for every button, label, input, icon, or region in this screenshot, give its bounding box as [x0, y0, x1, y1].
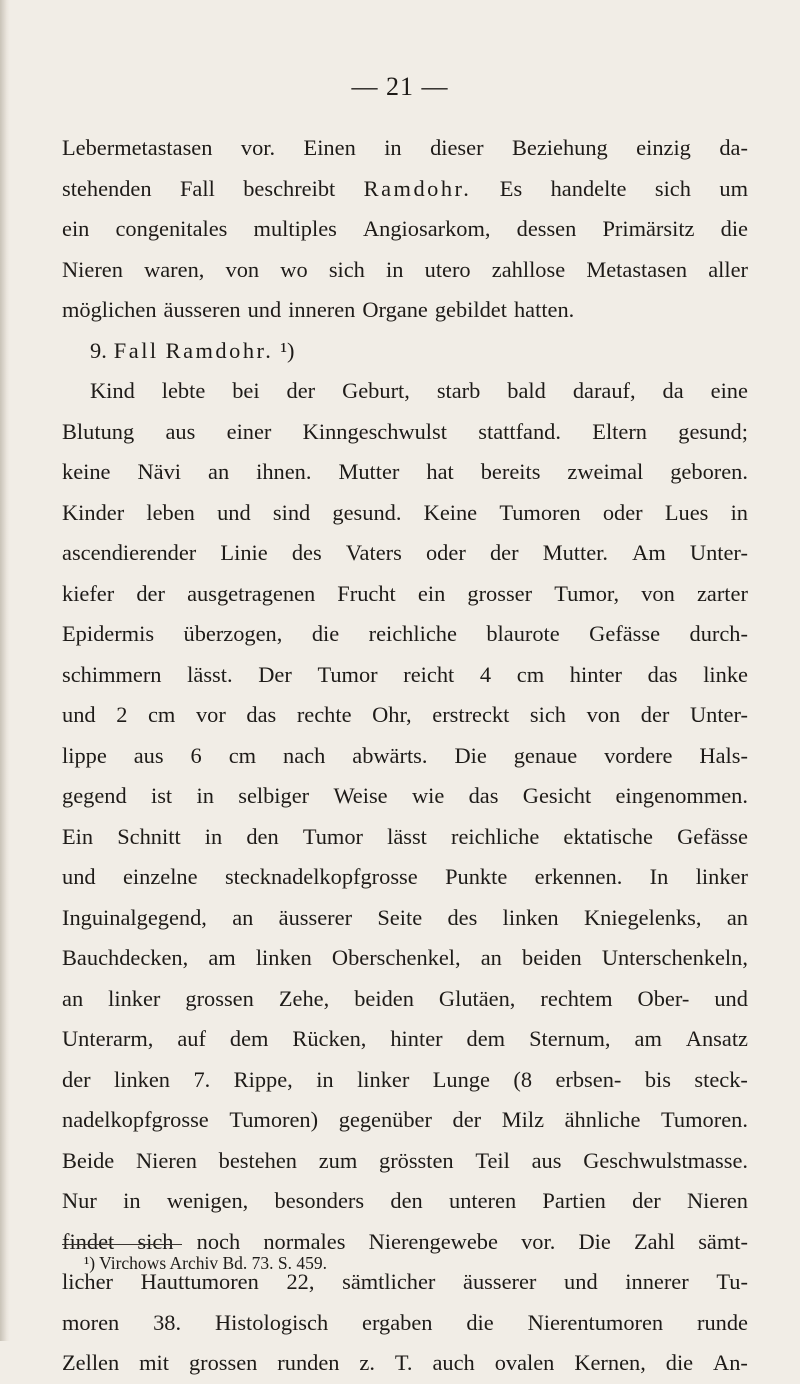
- word: die: [466, 1309, 494, 1335]
- word: der: [62, 1066, 91, 1092]
- footnote: ¹) Virchows Archiv Bd. 73. S. 459.: [84, 1253, 328, 1273]
- word: das: [647, 661, 678, 687]
- word: ascendierender: [62, 540, 197, 565]
- word: Unter-: [689, 540, 748, 565]
- word: an: [62, 985, 84, 1011]
- word: geboren.: [670, 459, 748, 484]
- word: Teil: [475, 1147, 510, 1173]
- text-line: [62, 250, 748, 291]
- word: möglichen: [62, 297, 157, 322]
- word: um: [719, 175, 748, 201]
- word: den: [246, 823, 279, 849]
- word: hat: [426, 459, 454, 484]
- word: findet: [62, 1228, 115, 1254]
- text-line: [62, 1100, 748, 1141]
- word: vor.: [240, 135, 276, 160]
- word: cm: [516, 661, 545, 687]
- text-line: [62, 695, 748, 736]
- word: linker: [357, 1066, 410, 1092]
- word: rechtem: [540, 985, 613, 1011]
- word: und: [62, 864, 96, 889]
- word: Blutung: [62, 418, 135, 444]
- word: Kniegelenks,: [583, 904, 702, 930]
- word: handelte: [550, 175, 627, 201]
- word: Hals-: [699, 742, 748, 768]
- word: Nierentumoren: [527, 1309, 664, 1335]
- word: unteren: [449, 1188, 517, 1213]
- text-line: [62, 938, 748, 979]
- word: Lues: [664, 499, 709, 525]
- word: 22,: [286, 1269, 315, 1294]
- word: cm: [147, 702, 176, 727]
- word: zum: [318, 1147, 358, 1173]
- word: linken: [255, 945, 312, 970]
- word: dieser: [430, 135, 484, 160]
- text-line: [62, 736, 748, 777]
- word: stehenden: [62, 175, 152, 201]
- word: Kernen,: [574, 1350, 646, 1375]
- word: Tu-: [716, 1269, 748, 1294]
- word: Ansatz: [685, 1026, 748, 1051]
- word: blaurote: [486, 621, 560, 646]
- word: Angiosarkom,: [363, 216, 491, 241]
- word: keine: [62, 459, 111, 484]
- word: Rücken,: [292, 1026, 367, 1051]
- word: Beziehung: [511, 135, 608, 160]
- word: auch: [432, 1350, 475, 1375]
- text-line: [62, 655, 748, 696]
- word: bis: [644, 1066, 671, 1092]
- word: sich: [654, 175, 691, 201]
- word: Tumor: [317, 661, 378, 687]
- word: (8: [513, 1066, 533, 1092]
- text-line: [62, 1181, 748, 1222]
- text-line: [62, 169, 748, 210]
- word: dessen: [516, 216, 577, 241]
- word: Gesicht: [522, 783, 592, 808]
- word: von: [225, 256, 260, 282]
- word: Oberschenkel,: [331, 945, 461, 970]
- word: durch-: [689, 621, 748, 646]
- word: in: [730, 499, 748, 525]
- word: multiples: [253, 216, 337, 241]
- word: lässt.: [187, 661, 233, 687]
- word: linken: [502, 904, 559, 930]
- word: und: [564, 1269, 598, 1294]
- word: Kinngeschwulst: [302, 418, 447, 444]
- word: Eltern: [592, 418, 647, 444]
- word: linken: [114, 1066, 170, 1092]
- word: zweimal: [567, 459, 644, 484]
- word: In: [649, 864, 669, 889]
- word: linke: [703, 661, 748, 687]
- word: Zehe,: [278, 985, 330, 1011]
- word: zarter: [696, 580, 748, 606]
- word: darauf,: [572, 378, 636, 403]
- word: Fall: [113, 337, 159, 363]
- word: sämtlicher: [342, 1269, 436, 1294]
- word: abwärts.: [352, 742, 428, 768]
- word: grosser: [467, 580, 533, 606]
- text-line: [62, 979, 748, 1020]
- word: 2: [116, 702, 128, 727]
- word: vor: [195, 702, 226, 727]
- word: cm: [228, 742, 257, 768]
- word: am: [634, 1026, 662, 1051]
- word: ist: [151, 783, 173, 808]
- word: äusserer: [463, 1269, 537, 1294]
- text-line: [62, 1060, 748, 1101]
- word: ähnliche: [564, 1107, 641, 1132]
- word: und: [62, 702, 96, 727]
- word: genaue: [513, 742, 578, 768]
- word: Fall: [179, 175, 215, 201]
- word: 6: [190, 742, 202, 768]
- word: des: [447, 904, 478, 930]
- word: eine: [710, 378, 748, 403]
- text-line: [62, 1019, 748, 1060]
- word: Ober-: [637, 985, 690, 1011]
- word: lebte: [161, 378, 206, 403]
- word: licher: [62, 1269, 113, 1294]
- text-line: [62, 857, 748, 898]
- word: lässt: [387, 823, 427, 849]
- word: linker: [108, 985, 161, 1011]
- word: oder: [425, 540, 466, 565]
- word: leben: [146, 499, 195, 525]
- word: der: [136, 580, 165, 606]
- word: 38.: [153, 1309, 182, 1335]
- word: utero: [424, 256, 471, 282]
- word: inneren: [288, 297, 356, 322]
- word: Mutter: [338, 459, 400, 484]
- word: mit: [139, 1350, 169, 1375]
- text-line: [62, 493, 748, 534]
- word: gebildet: [434, 297, 507, 322]
- word: Gefässe: [677, 823, 748, 849]
- word: Epidermis: [62, 621, 155, 646]
- word: in: [384, 135, 402, 160]
- word: des: [291, 540, 322, 565]
- word: 4: [479, 661, 492, 687]
- word: runde: [697, 1309, 748, 1335]
- word: Metastasen: [586, 256, 688, 282]
- word: ein: [62, 216, 90, 241]
- word: an: [480, 945, 502, 970]
- word: grossen: [185, 985, 254, 1011]
- word: Partien: [542, 1188, 606, 1213]
- word: sämt-: [698, 1228, 748, 1254]
- word: erbsen-: [555, 1066, 622, 1092]
- word: beiden: [522, 945, 582, 970]
- word: gegend: [62, 783, 127, 808]
- word: normales: [263, 1228, 346, 1254]
- word: Nieren: [135, 1147, 197, 1173]
- word: Kinder: [62, 499, 125, 525]
- word: Zahl: [633, 1228, 676, 1254]
- word: Lunge: [432, 1066, 490, 1092]
- word: den: [390, 1188, 423, 1213]
- word: wenigen,: [166, 1188, 249, 1213]
- text-line: [62, 412, 748, 453]
- word: in: [196, 783, 214, 808]
- word: grössten: [379, 1147, 454, 1173]
- word: hinter: [569, 661, 623, 687]
- word: vordere: [604, 742, 673, 768]
- word: Milz: [501, 1107, 545, 1132]
- text-line: [62, 1141, 748, 1182]
- text-line: [62, 614, 748, 655]
- word: auf: [177, 1026, 206, 1051]
- word: einer: [226, 418, 272, 444]
- word: Tumor: [302, 823, 363, 849]
- text-line: [62, 574, 748, 615]
- text-line: [62, 290, 748, 331]
- text-line: [62, 1303, 748, 1344]
- word: beschreibt: [243, 175, 336, 201]
- word: die: [720, 216, 748, 241]
- word: Organe: [362, 297, 428, 322]
- word: Inguinalgegend,: [62, 904, 207, 930]
- word: und: [247, 297, 282, 322]
- word: an: [726, 904, 748, 930]
- word: kiefer: [62, 580, 115, 606]
- word: starb: [436, 378, 481, 403]
- word: ein: [417, 580, 446, 606]
- word: Ein: [62, 823, 94, 849]
- word: vor.: [521, 1228, 556, 1254]
- word: Unter-: [689, 702, 748, 727]
- word: Tumoren: [499, 499, 581, 525]
- body-text: [62, 128, 748, 1384]
- word: Am: [632, 540, 666, 565]
- word: Tumoren): [229, 1107, 319, 1132]
- word: aus: [165, 418, 196, 444]
- word: Weise: [333, 783, 388, 808]
- word: aus: [133, 742, 164, 768]
- word: Es: [499, 175, 523, 201]
- word: nach: [283, 742, 326, 768]
- word: Nieren: [687, 1188, 748, 1213]
- word: Vaters: [345, 540, 402, 565]
- word: Beide: [62, 1147, 115, 1173]
- word: erstreckt: [432, 702, 510, 727]
- page-edge-shadow: [0, 0, 10, 1341]
- text-line: [62, 371, 748, 412]
- word: Frucht: [337, 580, 396, 606]
- word: sind: [272, 499, 311, 525]
- word: einzig: [636, 135, 691, 160]
- word: grossen: [188, 1350, 258, 1375]
- word: bei: [232, 378, 260, 403]
- word: lippe: [62, 742, 107, 768]
- word: Geschwulstmasse.: [583, 1147, 748, 1173]
- word: reicht: [403, 661, 455, 687]
- word: äusserer: [278, 904, 353, 930]
- word: überzogen,: [183, 621, 283, 646]
- word: waren,: [144, 256, 205, 282]
- word: in: [316, 1066, 334, 1092]
- word: dem: [229, 1026, 269, 1051]
- word: der: [489, 540, 519, 565]
- word: Unterschenkeln,: [601, 945, 748, 970]
- word: Glutäen,: [438, 985, 516, 1011]
- word: und: [714, 985, 748, 1011]
- word: Ramdohr.: [363, 175, 472, 201]
- word: bald: [507, 378, 546, 403]
- word: zahllose: [491, 256, 566, 282]
- word: der: [632, 1188, 661, 1213]
- word: gegenüber: [338, 1107, 432, 1132]
- word: ergaben: [362, 1309, 433, 1335]
- word: an: [208, 459, 230, 484]
- word: nadelkopfgrosse: [62, 1107, 209, 1132]
- word: das: [246, 702, 277, 727]
- word: und: [217, 499, 251, 525]
- word: Einen: [303, 135, 356, 160]
- word: sich: [328, 256, 365, 282]
- word: Mutter.: [542, 540, 608, 565]
- word: dem: [466, 1026, 506, 1051]
- word: sich: [137, 1228, 174, 1254]
- word: moren: [62, 1309, 120, 1335]
- text-line: [62, 209, 748, 250]
- word: besonders: [274, 1188, 365, 1213]
- word: Kind: [90, 378, 135, 403]
- word: runden: [277, 1350, 340, 1375]
- word: beiden: [354, 985, 414, 1011]
- word: von: [641, 580, 675, 606]
- word: hatten.: [513, 297, 575, 322]
- word: da: [662, 378, 684, 403]
- word: Hauttumoren: [140, 1269, 259, 1294]
- word: Unterarm,: [62, 1026, 154, 1051]
- word: in: [123, 1188, 141, 1213]
- word: Ramdohr.: [165, 337, 274, 363]
- text-line: [62, 533, 748, 574]
- word: bereits: [480, 459, 541, 484]
- word: schimmern: [62, 661, 162, 687]
- word: congenitales: [115, 216, 228, 241]
- word: Nävi: [137, 459, 182, 484]
- word: Der: [258, 661, 292, 687]
- word: Rippe,: [233, 1066, 293, 1092]
- text-line: [62, 128, 748, 169]
- word: selbiger: [238, 783, 310, 808]
- word: reichliche: [368, 621, 457, 646]
- word: Geburt,: [342, 378, 410, 403]
- text-line: [62, 452, 748, 493]
- word: gesund;: [678, 418, 748, 444]
- word: An-: [713, 1350, 748, 1375]
- word: rechte: [296, 702, 352, 727]
- word: Gefässe: [589, 621, 661, 646]
- word: steck-: [694, 1066, 748, 1092]
- word: wie: [411, 783, 445, 808]
- text-line: [62, 1343, 748, 1384]
- word: Seite: [377, 904, 423, 930]
- page-number: — 21 —: [351, 72, 449, 101]
- word: Bauchdecken,: [62, 945, 189, 970]
- word: Lebermetastasen: [62, 135, 213, 160]
- word: reichliche: [451, 823, 540, 849]
- word: innerer: [625, 1269, 689, 1294]
- word: z.: [359, 1350, 375, 1375]
- word: sich: [529, 702, 566, 727]
- word: Keine: [423, 499, 478, 525]
- word: am: [208, 945, 236, 970]
- word: der: [452, 1107, 482, 1132]
- word: aus: [531, 1147, 562, 1173]
- word: einzelne: [122, 864, 198, 889]
- word: Linie: [220, 540, 268, 565]
- word: wo: [280, 256, 308, 282]
- word: ausgetragenen: [187, 580, 316, 606]
- word: in: [204, 823, 223, 849]
- word: das: [468, 783, 499, 808]
- footnote-rule: [62, 1244, 182, 1245]
- word: äusseren: [163, 297, 241, 322]
- word: Histologisch: [214, 1309, 329, 1335]
- word: bestehen: [218, 1147, 297, 1173]
- word: die: [311, 621, 340, 646]
- word: in: [386, 256, 404, 282]
- word: Schnitt: [117, 823, 181, 849]
- word: Nierengewebe: [368, 1228, 498, 1254]
- word: Nur: [62, 1188, 97, 1213]
- word: hinter: [390, 1026, 443, 1051]
- word: stattfand.: [478, 418, 561, 444]
- word: erkennen.: [534, 864, 623, 889]
- word: linker: [695, 864, 748, 889]
- text-line: [62, 776, 748, 817]
- word: ihnen.: [256, 459, 312, 484]
- word: T.: [394, 1350, 413, 1375]
- word: 9.: [90, 337, 107, 363]
- word: von: [586, 702, 621, 727]
- word: der: [286, 378, 316, 403]
- word: Zellen: [62, 1350, 120, 1375]
- word: Tumor,: [554, 580, 620, 606]
- word: Sternum,: [529, 1026, 611, 1051]
- text-line: [62, 898, 748, 939]
- word: ektatische: [563, 823, 653, 849]
- word: der: [640, 702, 670, 727]
- word: Punkte: [445, 864, 508, 889]
- word: ¹): [280, 337, 295, 363]
- word: oder: [602, 499, 643, 525]
- word: an: [232, 904, 254, 930]
- word: noch: [196, 1228, 241, 1254]
- word: eingenommen.: [615, 783, 748, 808]
- case-heading: [62, 331, 748, 372]
- word: Tumoren.: [661, 1107, 748, 1132]
- word: Die: [578, 1228, 611, 1254]
- word: Die: [454, 742, 487, 768]
- word: Ohr,: [372, 702, 412, 727]
- word: stecknadelkopfgrosse: [224, 864, 418, 889]
- word: Primärsitz: [602, 216, 695, 241]
- word: gesund.: [332, 499, 402, 525]
- word: da-: [719, 135, 748, 160]
- text-line: [62, 817, 748, 858]
- word: ovalen: [494, 1350, 555, 1375]
- word: die: [665, 1350, 694, 1375]
- word: aller: [708, 256, 748, 282]
- word: 7.: [193, 1066, 211, 1092]
- word: Nieren: [62, 256, 123, 282]
